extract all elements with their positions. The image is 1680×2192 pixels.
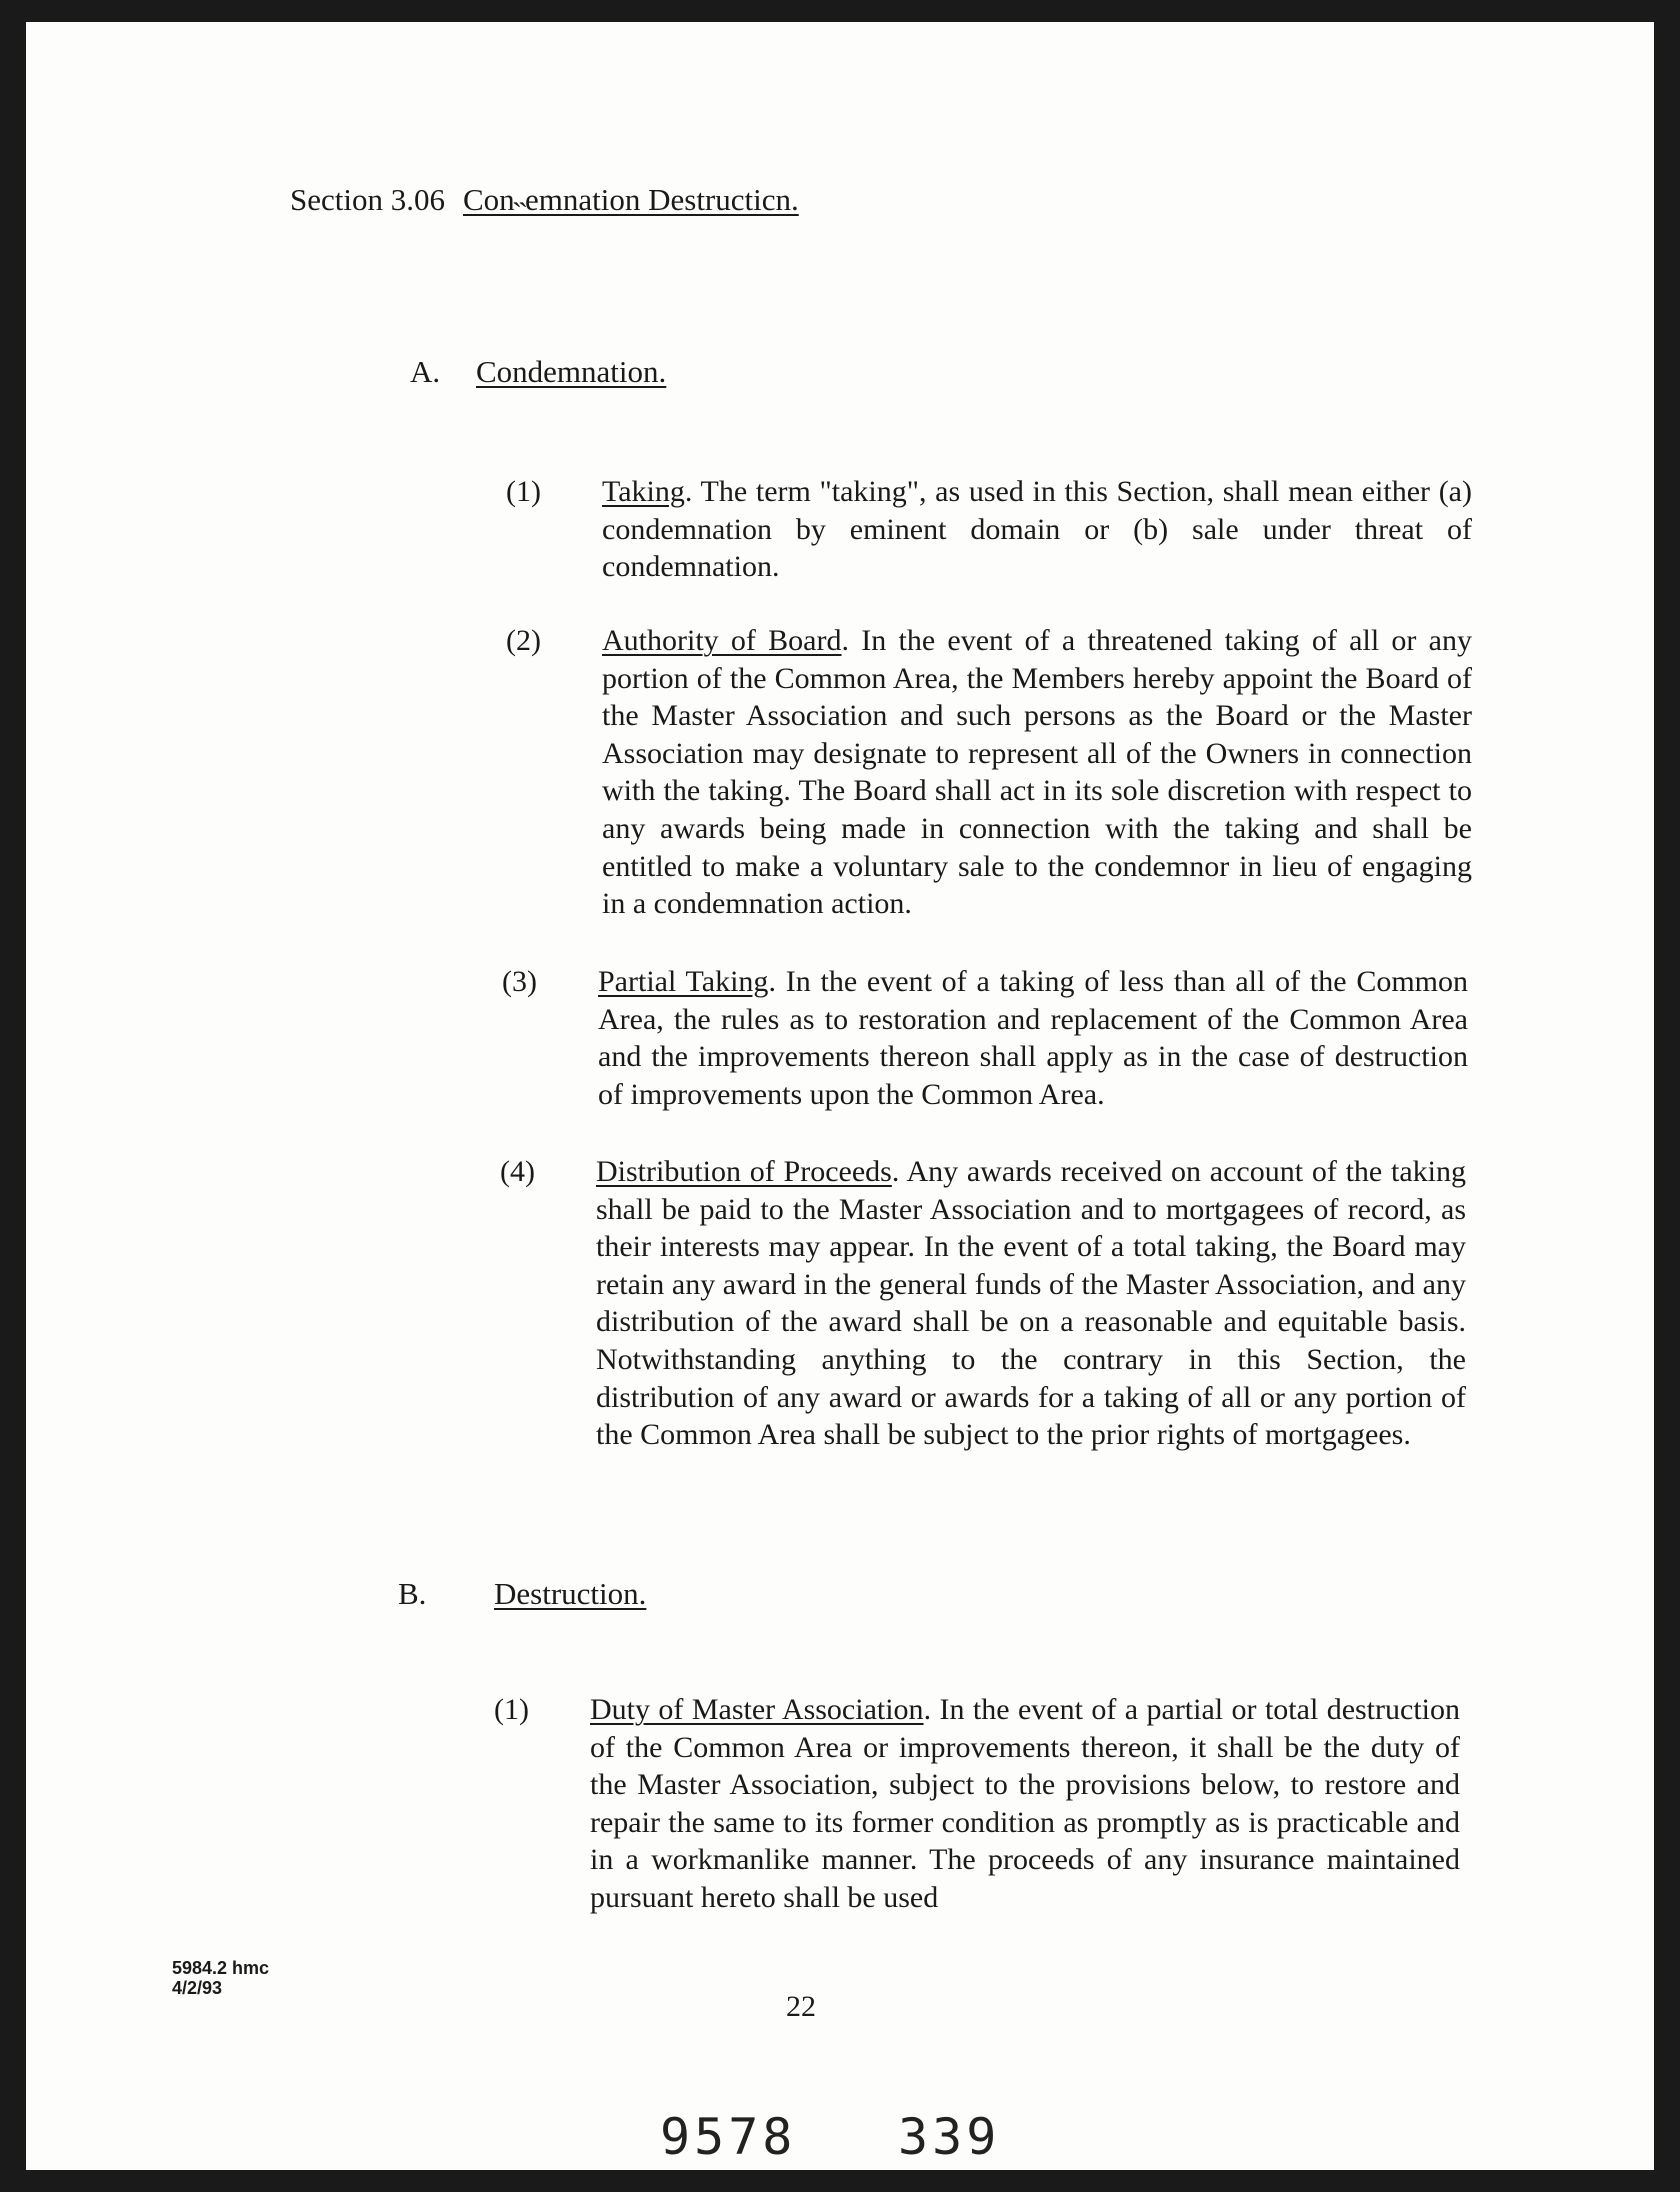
item-heading: Duty of Master Association	[590, 1693, 924, 1726]
item-marker: (3)	[502, 965, 537, 998]
item-body	[596, 1153, 1466, 1454]
section-title	[290, 182, 799, 218]
item-text: . In the event of a partial or total destruction of the Common Area or improvements thereon, it shall be the duty of the Master Association, subject to the provisions below, to restore and repair the same to its former condition as promptly as is practicable and in a workmanlike manner. The proceeds of any insurance maintained pursuant hereto shall be used	[590, 1693, 1460, 1914]
document-code-date: 4/2/93	[172, 1978, 223, 1998]
subsection-b-letter: B.	[398, 1576, 427, 1611]
item-heading: Taking	[602, 475, 685, 508]
item-heading: Authority of Board	[602, 624, 842, 657]
subsection-a-letter: A.	[410, 354, 441, 389]
item-text: . In the event of a threatened taking of all or any portion of the Common Area, the Members hereby appoint the Board of the Master Association and such persons as the Board or the Master Association may designate to represent all of the Owners in connection with the taking. The Board shall act in its sole discretion with respect to any awards being made in connection with the taking and shall be entitled to make a voluntary sale to the condemnor in lieu of engaging in a condemnation action.	[602, 624, 1472, 921]
item-body	[598, 963, 1468, 1113]
item-text: . The term "taking", as used in this Section, shall mean either (a) condemnation by eminent domain or (b) sale under threat of condemnation.	[602, 475, 1472, 584]
item-marker: (4)	[500, 1155, 535, 1188]
item-marker: (1)	[494, 1693, 529, 1726]
item-heading: Partial Taking	[598, 965, 769, 998]
item-body	[602, 473, 1472, 586]
item-heading: Distribution of Proceeds	[596, 1155, 892, 1188]
section-number: Section 3.06	[290, 182, 445, 217]
subsection-b-title: Destruction.	[494, 1576, 647, 1611]
item-text: . Any awards received on account of the taking shall be paid to the Master Association and to mortgagees of record, as their interests may appear. In the event of a total taking, the Board may retain any award in the general funds of the Master Association, and any distribution of the award shall be on a reasonable and equitable basis. Notwithstanding anything to the contrary in this Section, the distribution of any award or awards for a taking of all or any portion of the Common Area shall be subject to the prior rights of mortgagees.	[596, 1155, 1466, 1452]
stamp-number-left: 9578	[660, 2108, 797, 2166]
page-number: 22	[786, 1990, 816, 2023]
document-code	[172, 1958, 269, 1998]
item-body	[590, 1691, 1460, 1917]
item-body	[602, 622, 1472, 923]
item-text: . In the event of a taking of less than all of the Common Area, the rules as to restoration and replacement of the Common Area and the improvements thereon shall apply as in the case of destruction of improvements upon the Common Area.	[598, 965, 1468, 1111]
subsection-a-title: Condemnation.	[476, 354, 667, 389]
subsection-a-heading	[410, 354, 667, 390]
item-marker: (2)	[506, 624, 541, 657]
section-heading: Con˵emnation Destructicn.	[463, 182, 799, 217]
document-code-id: 5984.2 hmc	[172, 1958, 270, 1978]
stamp-number-right: 339	[898, 2108, 1001, 2166]
subsection-b-heading	[398, 1576, 647, 1612]
item-marker: (1)	[506, 475, 541, 508]
